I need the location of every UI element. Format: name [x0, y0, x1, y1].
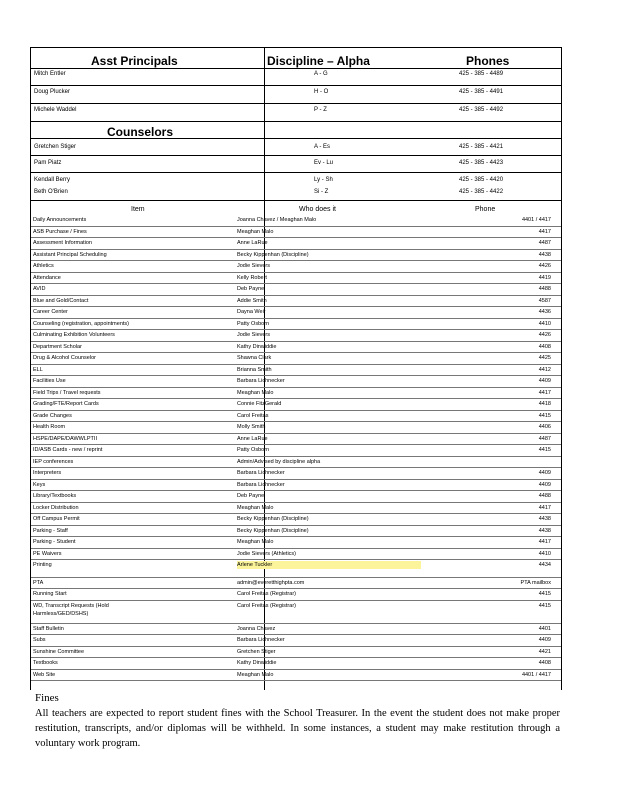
counselor-alpha: A - Es: [314, 144, 331, 150]
row-divider: [31, 600, 561, 601]
item-phone: 4415: [538, 591, 551, 597]
row-divider: [31, 410, 561, 411]
ap-name: Michele Waddel: [34, 107, 77, 113]
row-divider: [31, 467, 561, 468]
item-phone: 4415: [538, 447, 551, 453]
item-name: Keys: [33, 481, 46, 488]
item-phone: 4410: [538, 320, 551, 327]
item-name: WD, Transcript Requests (Hold Harmless/GED/DSHS): [33, 602, 109, 617]
item-who: Addie Smith: [237, 297, 267, 304]
item-who: Anne LaRue: [237, 240, 268, 246]
item-who: Carol Freitas (Registrar): [237, 602, 296, 609]
item-who: Meaghan Malo: [237, 228, 274, 235]
item-name: Facilities Use: [33, 378, 66, 384]
item-phone: 4488: [538, 493, 551, 499]
item-name: Assistant Principal Scheduling: [33, 251, 107, 258]
row-divider: [31, 479, 561, 480]
item-phone: 4417: [538, 228, 551, 235]
item-phone: 4409: [538, 481, 551, 488]
row-divider: [31, 318, 561, 319]
item-name: IEP conferences: [33, 458, 74, 465]
item-who: Barbara Lichnecker: [237, 481, 285, 488]
item-name: Running Start: [33, 591, 67, 597]
item-who: Meaghan Malo: [237, 539, 274, 545]
item-name: Parking - Staff: [33, 527, 68, 534]
row-divider: [31, 433, 561, 434]
item-name: Blue and Gold/Contact: [33, 297, 89, 304]
item-name: Assessment Information: [33, 240, 92, 246]
item-who: Barbara Lichnecker: [237, 378, 285, 384]
item-name: Printing: [33, 562, 52, 568]
item-name: Grading/FTE/Report Cards: [33, 401, 99, 407]
row-divider: [31, 657, 561, 658]
ap-name: Doug Plucker: [34, 89, 71, 95]
row-divider: [31, 490, 561, 491]
row-divider: [31, 623, 561, 624]
item-who: Anne LaRue: [237, 435, 268, 442]
item-who: admin@everetthighpta.com: [237, 579, 305, 586]
item-name: PTA: [33, 579, 44, 586]
who-column-header: Who does it: [299, 206, 336, 213]
item-name: AVID: [33, 286, 46, 292]
row-divider: [31, 364, 561, 365]
item-name: Health Room: [33, 424, 66, 430]
row-divider: [31, 680, 561, 681]
directory-table: [30, 47, 562, 690]
item-phone: 4488: [538, 286, 551, 292]
divider: [31, 200, 561, 201]
item-phone: 4415: [538, 602, 551, 609]
counselor-name: Pam Piatz: [34, 160, 62, 166]
item-phone: 4406: [538, 424, 551, 430]
item-phone: 4409: [538, 378, 551, 384]
item-who: Becky Kippenhan (Discipline): [237, 527, 309, 534]
item-name: Department Scholar: [33, 343, 82, 350]
row-divider: [31, 306, 561, 307]
item-who: Barbara Lichnecker: [237, 637, 285, 643]
phone-column-header: Phone: [475, 206, 496, 213]
ap-phone: 425 - 385 - 4491: [459, 89, 504, 95]
item-phone: 4426: [538, 263, 551, 269]
divider: [31, 155, 561, 156]
row-divider: [31, 536, 561, 537]
item-phone: 4415: [538, 412, 551, 419]
item-who: Meaghan Malo: [237, 504, 274, 511]
row-divider: [31, 272, 561, 273]
item-who: Carol Freitas (Registrar): [237, 591, 296, 597]
row-divider: [31, 669, 561, 670]
item-phone: 4408: [538, 660, 551, 666]
item-who: Kathy Dinwiddie: [237, 343, 277, 350]
item-phone: 4426: [538, 332, 551, 338]
item-name: ID/ASB Cards - new / reprint: [33, 447, 103, 453]
item-name: Off Campus Permit: [33, 516, 80, 522]
item-who: Molly Smith: [237, 424, 266, 430]
item-who: Carol Freitas: [237, 412, 269, 419]
item-name: Parking - Student: [33, 539, 76, 545]
counselor-phone: 425 - 385 - 4420: [459, 177, 504, 183]
item-who: Barbara Lichnecker: [237, 470, 285, 476]
item-name: HSPE/DAPE/DAWWLPTII: [33, 435, 97, 442]
item-who: Connie FitzGerald: [237, 401, 282, 407]
row-divider: [31, 387, 561, 388]
item-who: Admin/Advised by discipline alpha: [237, 458, 321, 465]
item-who: Meaghan Malo: [237, 671, 274, 678]
row-divider: [31, 352, 561, 353]
row-divider: [31, 341, 561, 342]
item-who: Kelly Robert: [237, 274, 267, 281]
item-name: Drug & Alcohol Counselor: [33, 355, 96, 361]
asst-principals-heading: Asst Principals: [91, 54, 178, 68]
row-divider: [31, 646, 561, 647]
row-divider: [31, 444, 561, 445]
item-who: Jodie Sievers (Athletics): [237, 550, 296, 557]
counselors-heading: Counselors: [107, 125, 174, 139]
item-phone: 4401: [538, 625, 551, 632]
item-name: Career Center: [33, 309, 68, 315]
item-who: Becky Kippenhan (Discipline): [237, 516, 309, 522]
item-name: Attendance: [33, 274, 61, 281]
phones-heading: Phones: [466, 54, 510, 68]
item-phone: 4419: [538, 274, 551, 281]
row-divider: [31, 588, 561, 589]
divider: [31, 68, 561, 69]
item-phone: 4587: [538, 297, 551, 304]
item-who: Brianna Smith: [237, 366, 272, 373]
item-phone: 4417: [538, 389, 551, 396]
item-name: ELL: [33, 366, 43, 373]
item-who: Deb Payne: [237, 493, 265, 499]
item-who: Jodie Sievers: [237, 263, 271, 269]
item-name: Web Site: [33, 671, 56, 678]
item-name: Subs: [33, 637, 46, 643]
item-phone: 4417: [538, 539, 551, 545]
item-who: Jodie Sievers: [237, 332, 271, 338]
item-phone: 4409: [538, 470, 551, 476]
divider: [31, 103, 561, 104]
counselor-name: Kendall Berry: [34, 177, 71, 183]
discipline-heading: Discipline – Alpha: [267, 54, 370, 68]
item-phone: 4425: [538, 355, 551, 361]
item-name: ASB Purchase / Fines: [33, 228, 87, 235]
fines-text: All teachers are expected to report student fines with the School Treasurer. In the event the student does not make proper restitution, transcripts, and/or diplomas will be withheld. In some instances, a student may make restitution through a voluntary work program.: [35, 708, 560, 749]
ap-alpha: P - Z: [314, 107, 327, 113]
row-divider: [31, 502, 561, 503]
row-divider: [31, 559, 561, 560]
divider: [31, 121, 561, 122]
item-name: Field Trips / Travel requests: [33, 389, 101, 396]
item-name: Library/Textbooks: [33, 493, 77, 499]
counselor-alpha: Ly - Sh: [314, 177, 333, 183]
row-divider: [31, 329, 561, 330]
item-who: Patty Osborn: [237, 447, 270, 453]
item-name: Staff Bulletin: [33, 625, 64, 632]
ap-phone: 425 - 385 - 4489: [459, 71, 504, 77]
item-who: Gretchen Stiger: [237, 648, 276, 655]
counselor-name: Beth O'Brien: [34, 189, 68, 195]
item-name: Interpreters: [33, 470, 62, 476]
row-divider: [31, 513, 561, 514]
item-name: Culminating Exhibition Volunteers: [33, 332, 115, 338]
row-divider: [31, 237, 561, 238]
divider: [31, 85, 561, 86]
ap-name: Mitch Entler: [34, 71, 66, 77]
row-divider: [31, 525, 561, 526]
row-divider: [31, 226, 561, 227]
divider: [31, 172, 561, 173]
row-divider: [31, 421, 561, 422]
item-phone: 4418: [538, 401, 551, 407]
row-divider: [31, 249, 561, 250]
counselor-phone: 425 - 385 - 4422: [459, 189, 504, 195]
item-phone: 4434: [538, 562, 551, 568]
row-divider: [31, 456, 561, 457]
item-who: Deb Payne: [237, 286, 265, 292]
item-name: PE Waivers: [33, 550, 62, 557]
ap-phone: 425 - 385 - 4492: [459, 107, 504, 113]
item-who: Joanna Chavez: [237, 625, 276, 632]
row-divider: [31, 295, 561, 296]
item-who: Joanna Chavez / Meaghan Malo: [237, 217, 317, 223]
item-phone: 4410: [538, 550, 551, 557]
item-name: Daily Announcements: [33, 217, 87, 223]
counselor-name: Gretchen Stiger: [34, 144, 77, 150]
counselor-alpha: Si - Z: [314, 189, 329, 195]
item-name: Counseling (registration, appointments): [33, 320, 129, 327]
counselor-alpha: Ev - Lu: [314, 160, 334, 166]
item-phone: 4421: [538, 648, 551, 655]
item-who: Kathy Dinwiddie: [237, 660, 277, 666]
item-name: Athletics: [33, 263, 54, 269]
item-phone: 4487: [538, 240, 551, 246]
ap-alpha: H - O: [314, 89, 329, 95]
item-who: Arlene Tuckler: [237, 561, 421, 569]
item-who: Shawna Clark: [237, 355, 272, 361]
item-who: Becky Kippenhan (Discipline): [237, 251, 309, 258]
row-divider: [31, 548, 561, 549]
item-phone: 4438: [538, 516, 551, 522]
item-phone: 4401 / 4417: [521, 671, 551, 678]
item-name: Locker Distribution: [33, 504, 79, 511]
counselor-phone: 425 - 385 - 4423: [459, 160, 504, 166]
row-divider: [31, 634, 561, 635]
item-phone: 4417: [538, 504, 551, 511]
row-divider: [31, 283, 561, 284]
item-name: Sunshine Committee: [33, 648, 85, 655]
ap-alpha: A - G: [314, 71, 328, 77]
item-phone: 4401 / 4417: [521, 217, 551, 223]
item-phone: PTA mailbox: [520, 579, 551, 586]
item-phone: 4436: [538, 309, 551, 315]
row-divider: [31, 577, 561, 578]
row-divider: [31, 375, 561, 376]
item-phone: 4438: [538, 527, 551, 534]
item-who: Patty Osborn: [237, 320, 270, 327]
item-phone: 4408: [538, 343, 551, 350]
item-phone: 4487: [538, 435, 551, 442]
item-phone: 4412: [538, 366, 551, 373]
fines-title: Fines: [35, 692, 59, 704]
item-phone: 4409: [538, 637, 551, 643]
counselor-phone: 425 - 385 - 4421: [459, 144, 504, 150]
row-divider: [31, 398, 561, 399]
item-column-header: Item: [131, 206, 145, 213]
item-name: Textbooks: [33, 660, 58, 666]
item-who: Meaghan Malo: [237, 389, 274, 396]
row-divider: [31, 260, 561, 261]
item-phone: 4438: [538, 251, 551, 258]
item-who: Dayna Weir: [237, 309, 266, 315]
item-name: Grade Changes: [33, 412, 72, 419]
divider: [31, 138, 561, 139]
